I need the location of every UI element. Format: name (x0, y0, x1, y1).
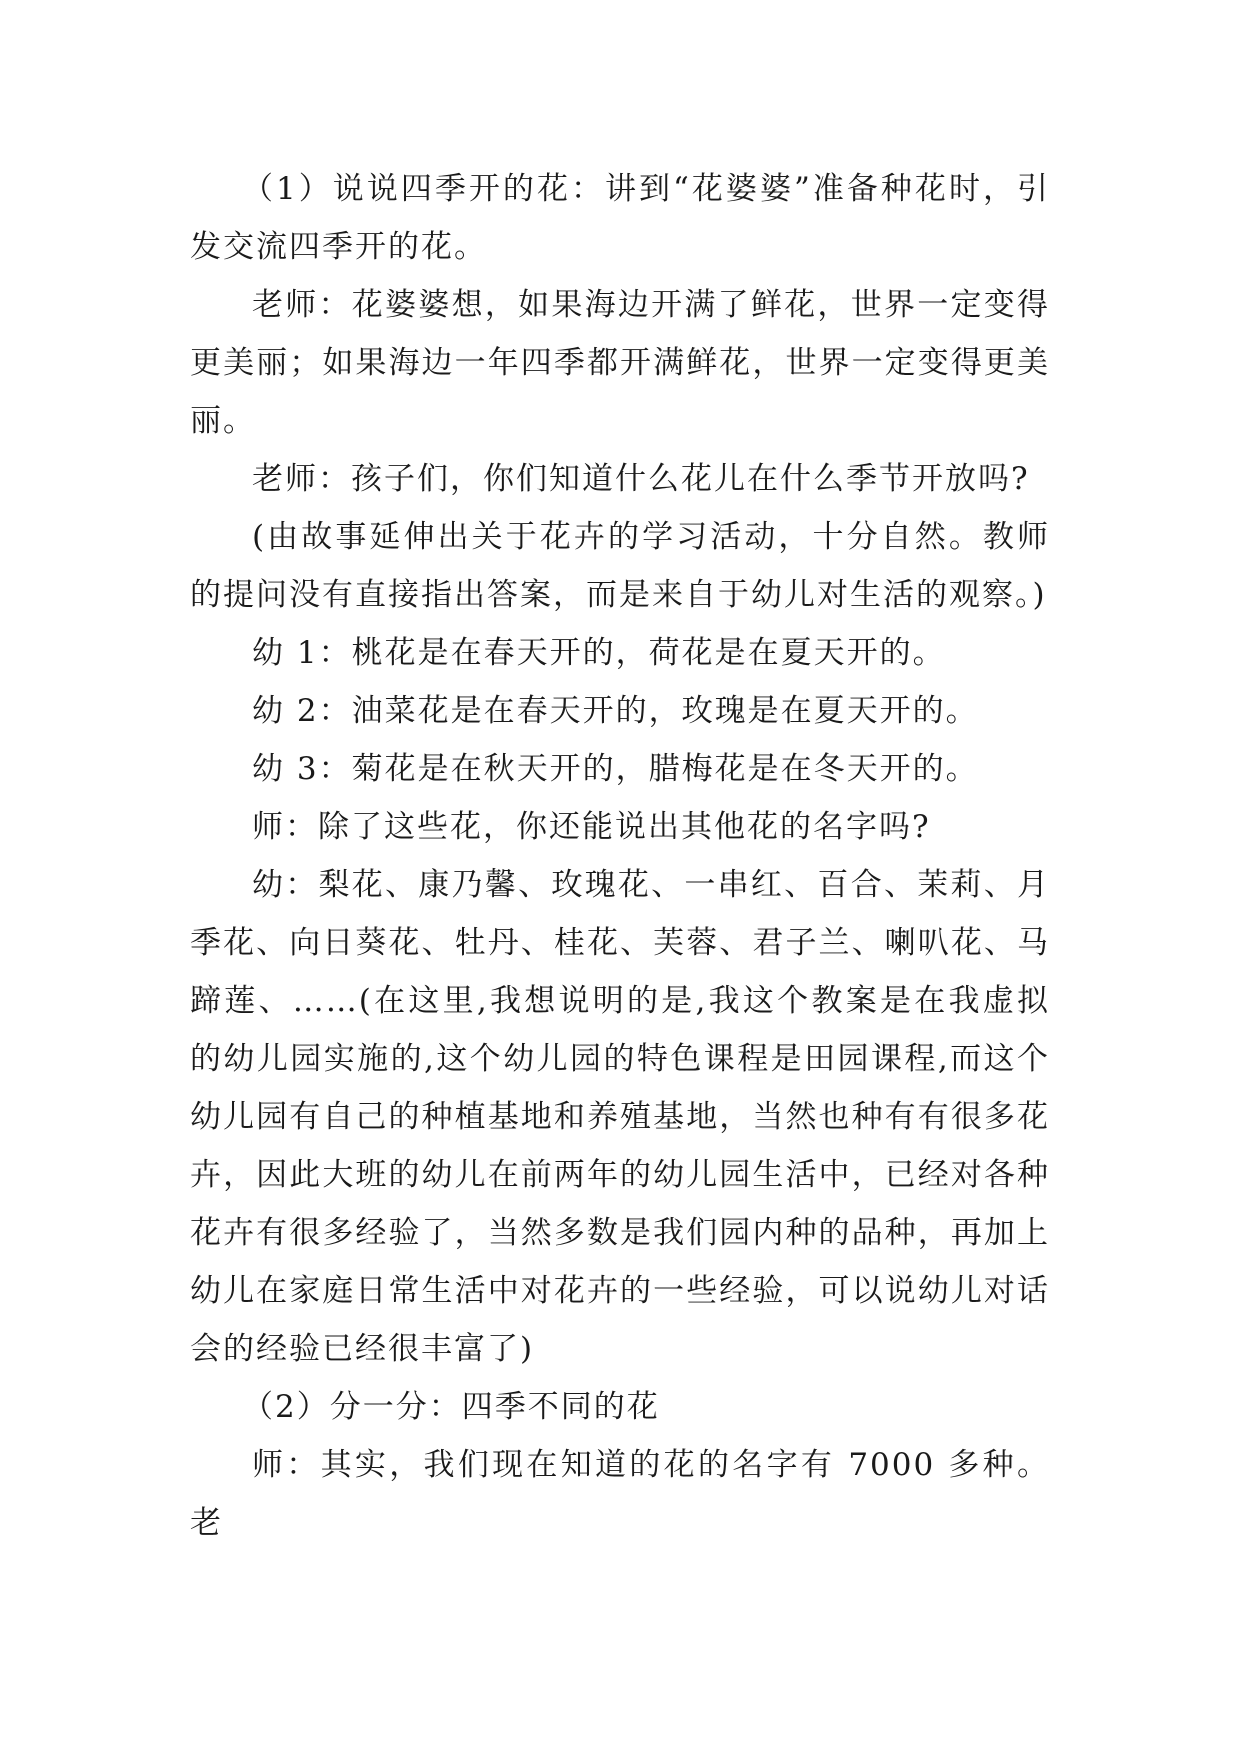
paragraph-teacher-3: 师：除了这些花，你还能说出其他花的名字吗? (252, 809, 931, 845)
section-heading-1: （1）说说四季开的花：讲到“花婆婆”准备种花时，引发交流四季开的花。 (190, 171, 1050, 265)
paragraph-commentary-1: (由故事延伸出关于花卉的学习活动，十分自然。教师的提问没有直接指出答案，而是来自于幼儿对生活的观察。) (190, 519, 1050, 613)
document-body (190, 160, 1050, 1552)
paragraph-teacher-4: 师：其实，我们现在知道的花的名字有 7000 多种。老 (190, 1447, 1050, 1541)
paragraph-child-2: 幼 2：油菜花是在春天开的，玫瑰是在夏天开的。 (252, 693, 979, 729)
paragraph-child-3: 幼 3：菊花是在秋天开的，腊梅花是在冬天开的。 (252, 751, 979, 787)
paragraph-teacher-2: 老师：孩子们，你们知道什么花儿在什么季节开放吗? (252, 461, 1030, 497)
paragraph-teacher-1: 老师：花婆婆想，如果海边开满了鲜花，世界一定变得更美丽；如果海边一年四季都开满鲜花，世界一定变得更美丽。 (190, 287, 1050, 439)
paragraph-child-list: 幼：梨花、康乃馨、玫瑰花、一串红、百合、茉莉、月季花、向日葵花、牡丹、桂花、芙蓉、君子兰、喇叭花、马蹄莲、……(在这里,我想说明的是,我这个教案是在我虚拟的幼儿园实施的,这个幼儿园的特色课程是田园课程,而这个幼儿园有自己的种植基地和养殖基地，当然也种有有很多花卉，因此大班的幼儿在前两年的幼儿园生活中，已经对各种花卉有很多经验了，当然多数是我们园内种的品种，再加上幼儿在家庭日常生活中对花卉的一些经验，可以说幼儿对话会的经验已经很丰富了) (190, 867, 1050, 1367)
paragraph-child-1: 幼 1：桃花是在春天开的，荷花是在夏天开的。 (252, 635, 946, 671)
section-heading-2: （2）分一分：四季不同的花 (242, 1389, 660, 1425)
